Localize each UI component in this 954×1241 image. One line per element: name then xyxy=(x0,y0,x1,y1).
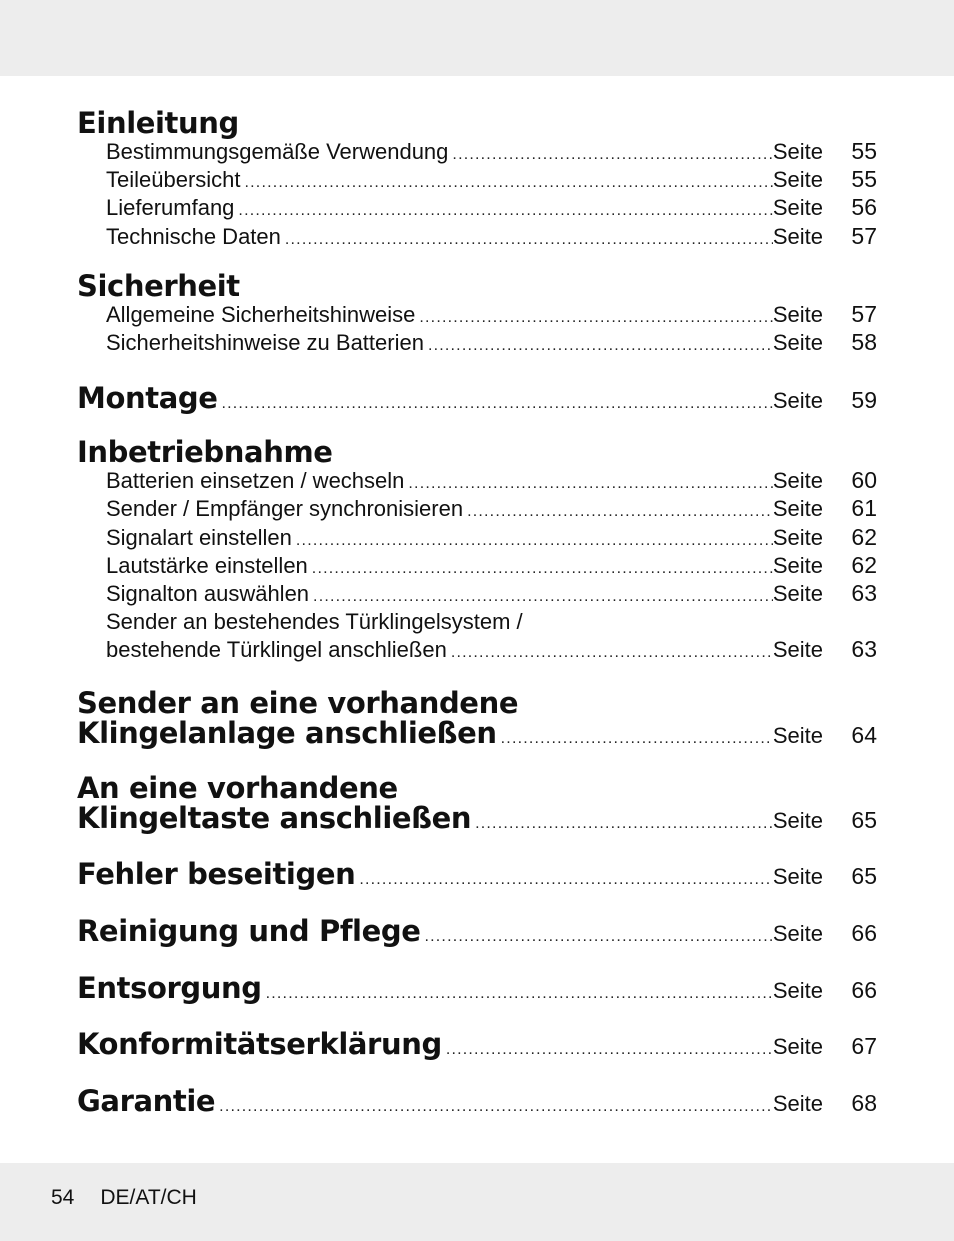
entry-seite: Seite xyxy=(772,723,823,749)
entry-page-number: 58 xyxy=(851,328,877,355)
entry-seite: Seite xyxy=(772,223,823,249)
section-heading: Einleitung xyxy=(77,106,239,140)
entry-page-number: 63 xyxy=(851,636,877,663)
toc-entry[interactable] xyxy=(77,971,877,1006)
dot-leader xyxy=(424,337,773,355)
dot-leader xyxy=(241,174,773,192)
entry-page-number: 60 xyxy=(851,467,877,494)
dot-leader xyxy=(448,146,772,164)
entry-label: Sender / Empfänger synchronisieren xyxy=(106,496,464,522)
entry-label: Batterien einsetzen / wechseln xyxy=(106,468,405,494)
entry-seite: Seite xyxy=(772,580,823,606)
toc-section-reinigung xyxy=(77,914,877,949)
dot-leader xyxy=(497,730,773,748)
toc-entry[interactable] xyxy=(77,857,877,892)
entry-seite: Seite xyxy=(772,388,823,414)
entry-label: Sicherheitshinweise zu Batterien xyxy=(106,329,424,355)
entry-page-number: 57 xyxy=(851,300,877,327)
toc-entry[interactable] xyxy=(77,636,877,664)
toc-entry[interactable] xyxy=(77,524,877,552)
section-heading: Fehler beseitigen xyxy=(77,857,356,892)
entry-seite: Seite xyxy=(772,468,823,494)
entry-label-line1: Sender an bestehendes Türklingelsystem / xyxy=(106,609,523,635)
toc-entry[interactable] xyxy=(77,138,877,166)
dot-leader xyxy=(281,231,773,249)
top-band xyxy=(0,0,954,76)
entry-label: Bestimmungsgemäße Verwendung xyxy=(106,139,449,164)
entry-seite: Seite xyxy=(772,301,823,327)
dot-leader xyxy=(404,475,772,493)
entry-seite: Seite xyxy=(772,1091,823,1117)
toc-section-sicherheit xyxy=(77,268,877,357)
entry-label: Teileübersicht xyxy=(106,167,241,193)
entry-seite: Seite xyxy=(772,139,823,164)
dot-leader xyxy=(309,588,773,606)
toc-entry[interactable] xyxy=(77,1027,877,1062)
entry-seite: Seite xyxy=(772,808,823,834)
toc-entry[interactable] xyxy=(77,552,877,580)
entry-page-number: 62 xyxy=(851,523,877,550)
entry-label: Lieferumfang xyxy=(106,195,235,221)
dot-leader xyxy=(308,560,773,578)
section-heading-line1: An eine vorhandene xyxy=(77,771,398,806)
toc-section-fehler xyxy=(77,857,877,892)
entry-seite: Seite xyxy=(772,329,823,355)
section-heading: Garantie xyxy=(77,1084,216,1119)
entry-seite: Seite xyxy=(772,1034,823,1060)
toc-entry[interactable] xyxy=(77,223,877,251)
entry-page-number: 67 xyxy=(851,1033,877,1060)
entry-page-number: 55 xyxy=(851,166,877,193)
entry-seite: Seite xyxy=(772,637,823,663)
entry-seite: Seite xyxy=(772,524,823,550)
toc-section-inbetriebnahme xyxy=(77,437,877,664)
dot-leader xyxy=(442,1041,773,1059)
dot-leader xyxy=(292,532,773,550)
entry-seite: Seite xyxy=(772,552,823,578)
entry-page-number: 55 xyxy=(851,138,877,164)
toc-section-klingeltaste xyxy=(77,771,877,836)
footer-page-number: 54 xyxy=(51,1186,75,1209)
toc-section-montage xyxy=(77,381,877,416)
entry-label: Technische Daten xyxy=(106,223,281,249)
entry-label: Signalart einstellen xyxy=(106,524,292,550)
toc-entry[interactable] xyxy=(77,301,877,329)
entry-seite: Seite xyxy=(772,978,823,1004)
toc-entry[interactable] xyxy=(77,381,877,416)
dot-leader xyxy=(218,395,773,413)
entry-page-number: 63 xyxy=(851,579,877,606)
toc-entry[interactable] xyxy=(77,580,877,608)
footer-region: DE/AT/CH xyxy=(100,1186,197,1209)
entry-page-number: 61 xyxy=(851,495,877,522)
entry-page-number: 66 xyxy=(851,920,877,947)
dot-leader xyxy=(415,309,772,327)
dot-leader xyxy=(234,202,772,220)
dot-leader xyxy=(262,985,773,1003)
entry-page-number: 66 xyxy=(851,977,877,1004)
entry-page-number: 59 xyxy=(851,387,877,414)
section-heading: Inbetriebnahme xyxy=(77,435,333,470)
page-footer xyxy=(51,1186,223,1210)
entry-label: Allgemeine Sicherheitshinweise xyxy=(106,301,416,327)
section-heading: Entsorgung xyxy=(77,971,262,1006)
toc-entry[interactable] xyxy=(77,1084,877,1119)
entry-page-number: 65 xyxy=(851,807,877,834)
toc-section-einleitung xyxy=(77,108,877,251)
toc-entry[interactable] xyxy=(77,495,877,523)
entry-seite: Seite xyxy=(772,864,823,890)
section-heading: Montage xyxy=(77,381,218,416)
toc-section-garantie xyxy=(77,1084,877,1119)
entry-page-number: 62 xyxy=(851,551,877,578)
entry-seite: Seite xyxy=(772,167,823,193)
entry-page-number: 68 xyxy=(851,1090,877,1117)
entry-page-number: 57 xyxy=(851,222,877,249)
toc-section-entsorgung xyxy=(77,971,877,1006)
dot-leader xyxy=(471,815,773,833)
section-heading-line1: Sender an eine vorhandene xyxy=(77,686,519,721)
toc-entry[interactable] xyxy=(77,166,877,194)
toc-entry[interactable] xyxy=(77,329,877,357)
section-heading: Reinigung und Pflege xyxy=(77,914,421,949)
toc-entry[interactable] xyxy=(77,467,877,495)
toc-section-klingelanlage xyxy=(77,686,877,751)
entry-seite: Seite xyxy=(772,496,823,522)
dot-leader xyxy=(463,503,773,521)
entry-page-number: 64 xyxy=(851,722,877,749)
entry-seite: Seite xyxy=(772,195,823,221)
entry-label: bestehende Türklingel anschließen xyxy=(106,637,447,663)
dot-leader xyxy=(215,1098,773,1116)
dot-leader xyxy=(447,644,773,662)
section-heading: Klingeltaste anschließen xyxy=(77,801,472,836)
section-heading: Sicherheit xyxy=(77,268,240,303)
toc-entry[interactable] xyxy=(77,914,877,949)
toc-entry[interactable] xyxy=(77,194,877,222)
toc-entry[interactable] xyxy=(77,801,877,836)
entry-page-number: 65 xyxy=(851,863,877,890)
toc-section-konformitaet xyxy=(77,1027,877,1062)
table-of-contents xyxy=(77,106,877,1119)
section-heading: Klingelanlage anschließen xyxy=(77,716,497,751)
toc-entry[interactable] xyxy=(77,716,877,751)
entry-label: Lautstärke einstellen xyxy=(106,552,308,578)
dot-leader xyxy=(355,871,773,889)
section-heading: Konformitätserklärung xyxy=(77,1027,442,1062)
entry-seite: Seite xyxy=(772,921,823,947)
dot-leader xyxy=(420,928,772,946)
entry-label: Signalton auswählen xyxy=(106,580,310,606)
entry-page-number: 56 xyxy=(851,194,877,221)
